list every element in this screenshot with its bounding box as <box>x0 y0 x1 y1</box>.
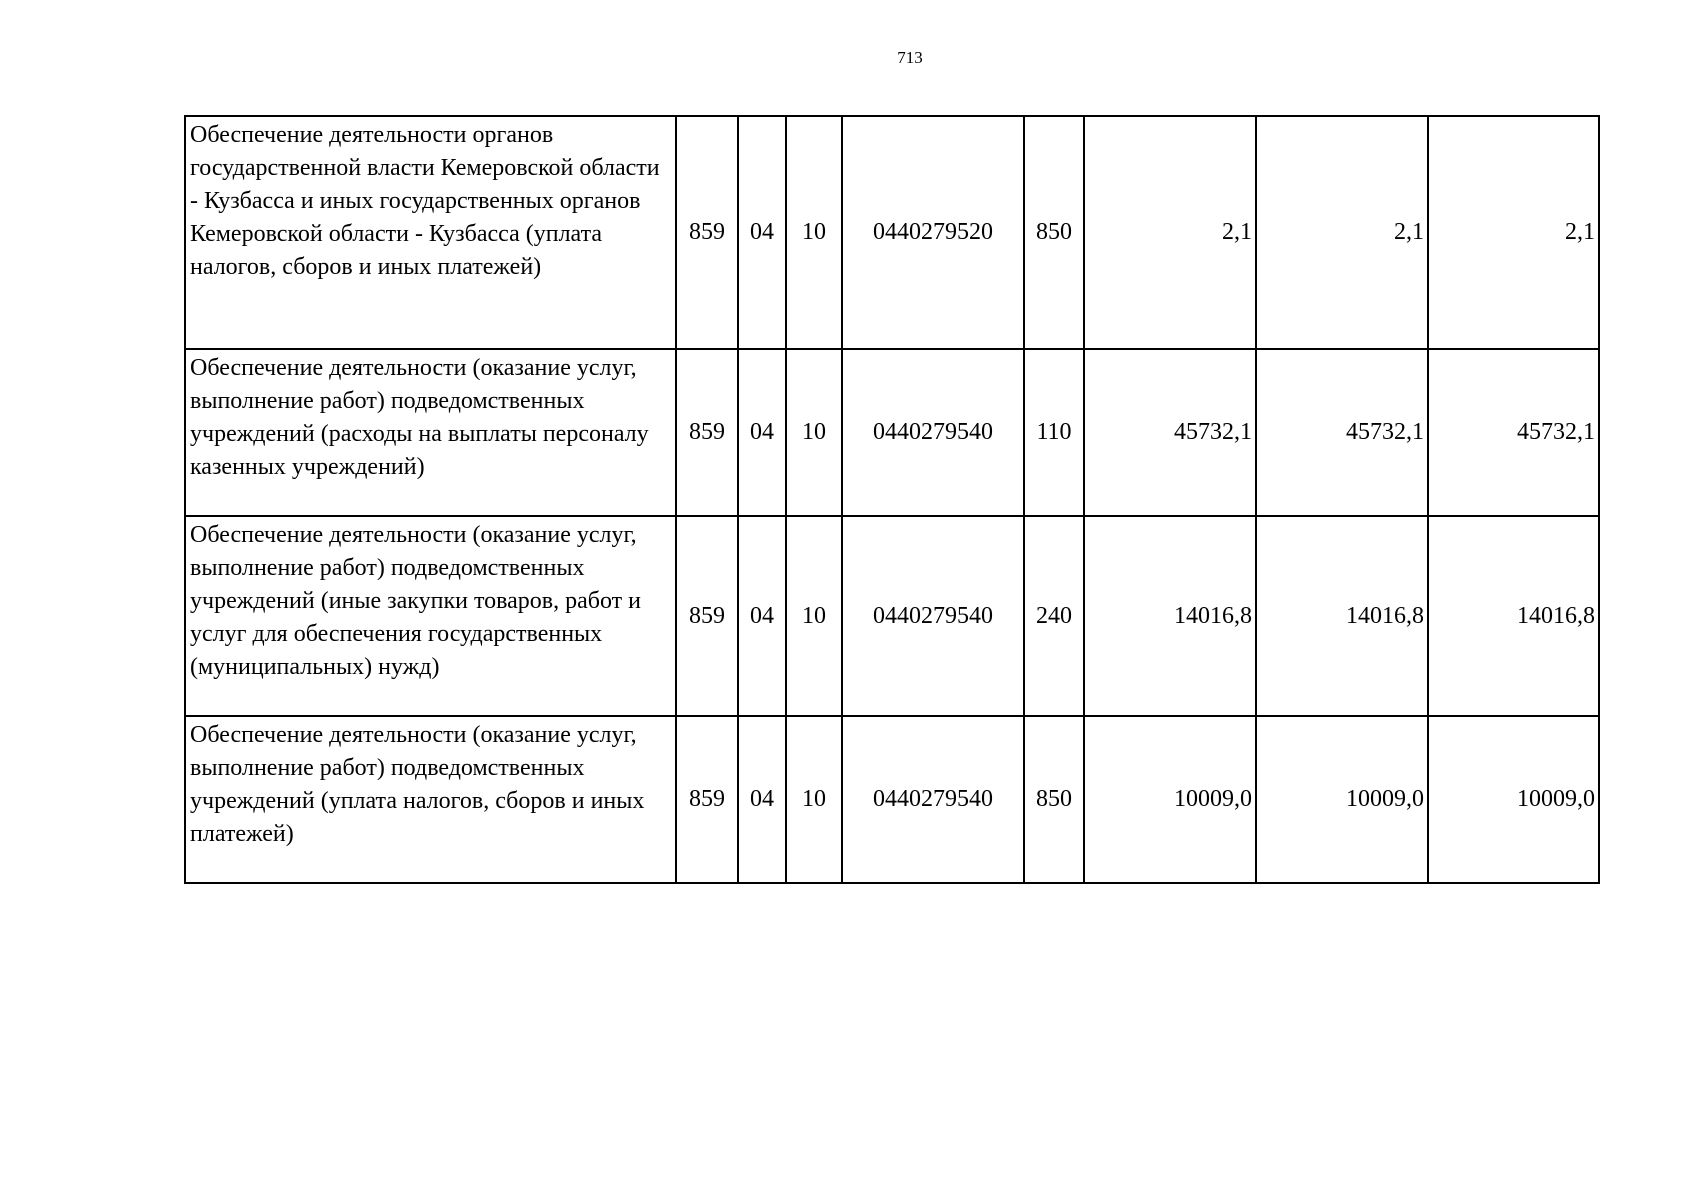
target-article-code: 0440279540 <box>842 516 1024 716</box>
section-code: 04 <box>738 516 786 716</box>
expense-type-code: 850 <box>1024 716 1084 883</box>
amount-year-2: 45732,1 <box>1256 349 1428 516</box>
amount-year-3: 10009,0 <box>1428 716 1599 883</box>
subsection-code: 10 <box>786 516 842 716</box>
amount-year-1: 10009,0 <box>1084 716 1256 883</box>
table-row <box>185 116 1599 349</box>
amount-year-2: 2,1 <box>1256 116 1428 349</box>
section-code: 04 <box>738 116 786 349</box>
row-description: Обеспечение деятельности органов государственной власти Кемеровской области - Кузбасса и иных государственных органов Кемеровской области - Кузбасса (уплата налогов, сборов и иных платежей) <box>185 116 676 349</box>
budget-table <box>184 115 1600 884</box>
ministry-code: 859 <box>676 516 738 716</box>
expense-type-code: 110 <box>1024 349 1084 516</box>
amount-year-2: 14016,8 <box>1256 516 1428 716</box>
amount-year-2: 10009,0 <box>1256 716 1428 883</box>
expense-type-code: 240 <box>1024 516 1084 716</box>
row-description: Обеспечение деятельности (оказание услуг, выполнение работ) подведомственных учреждений (уплата налогов, сборов и иных платежей) <box>185 716 676 883</box>
amount-year-1: 2,1 <box>1084 116 1256 349</box>
section-code: 04 <box>738 716 786 883</box>
row-description: Обеспечение деятельности (оказание услуг, выполнение работ) подведомственных учреждений (расходы на выплаты персоналу казенных учреждений) <box>185 349 676 516</box>
ministry-code: 859 <box>676 716 738 883</box>
ministry-code: 859 <box>676 116 738 349</box>
amount-year-1: 45732,1 <box>1084 349 1256 516</box>
table-row <box>185 349 1599 516</box>
subsection-code: 10 <box>786 716 842 883</box>
amount-year-3: 2,1 <box>1428 116 1599 349</box>
amount-year-3: 45732,1 <box>1428 349 1599 516</box>
page-number: 713 <box>897 48 923 67</box>
table-row <box>185 516 1599 716</box>
expense-type-code: 850 <box>1024 116 1084 349</box>
subsection-code: 10 <box>786 116 842 349</box>
target-article-code: 0440279540 <box>842 349 1024 516</box>
ministry-code: 859 <box>676 349 738 516</box>
target-article-code: 0440279520 <box>842 116 1024 349</box>
amount-year-1: 14016,8 <box>1084 516 1256 716</box>
table-row <box>185 716 1599 883</box>
target-article-code: 0440279540 <box>842 716 1024 883</box>
section-code: 04 <box>738 349 786 516</box>
row-description: Обеспечение деятельности (оказание услуг, выполнение работ) подведомственных учреждений (иные закупки товаров, работ и услуг для обеспечения государственных (муниципальных) нужд) <box>185 516 676 716</box>
subsection-code: 10 <box>786 349 842 516</box>
amount-year-3: 14016,8 <box>1428 516 1599 716</box>
